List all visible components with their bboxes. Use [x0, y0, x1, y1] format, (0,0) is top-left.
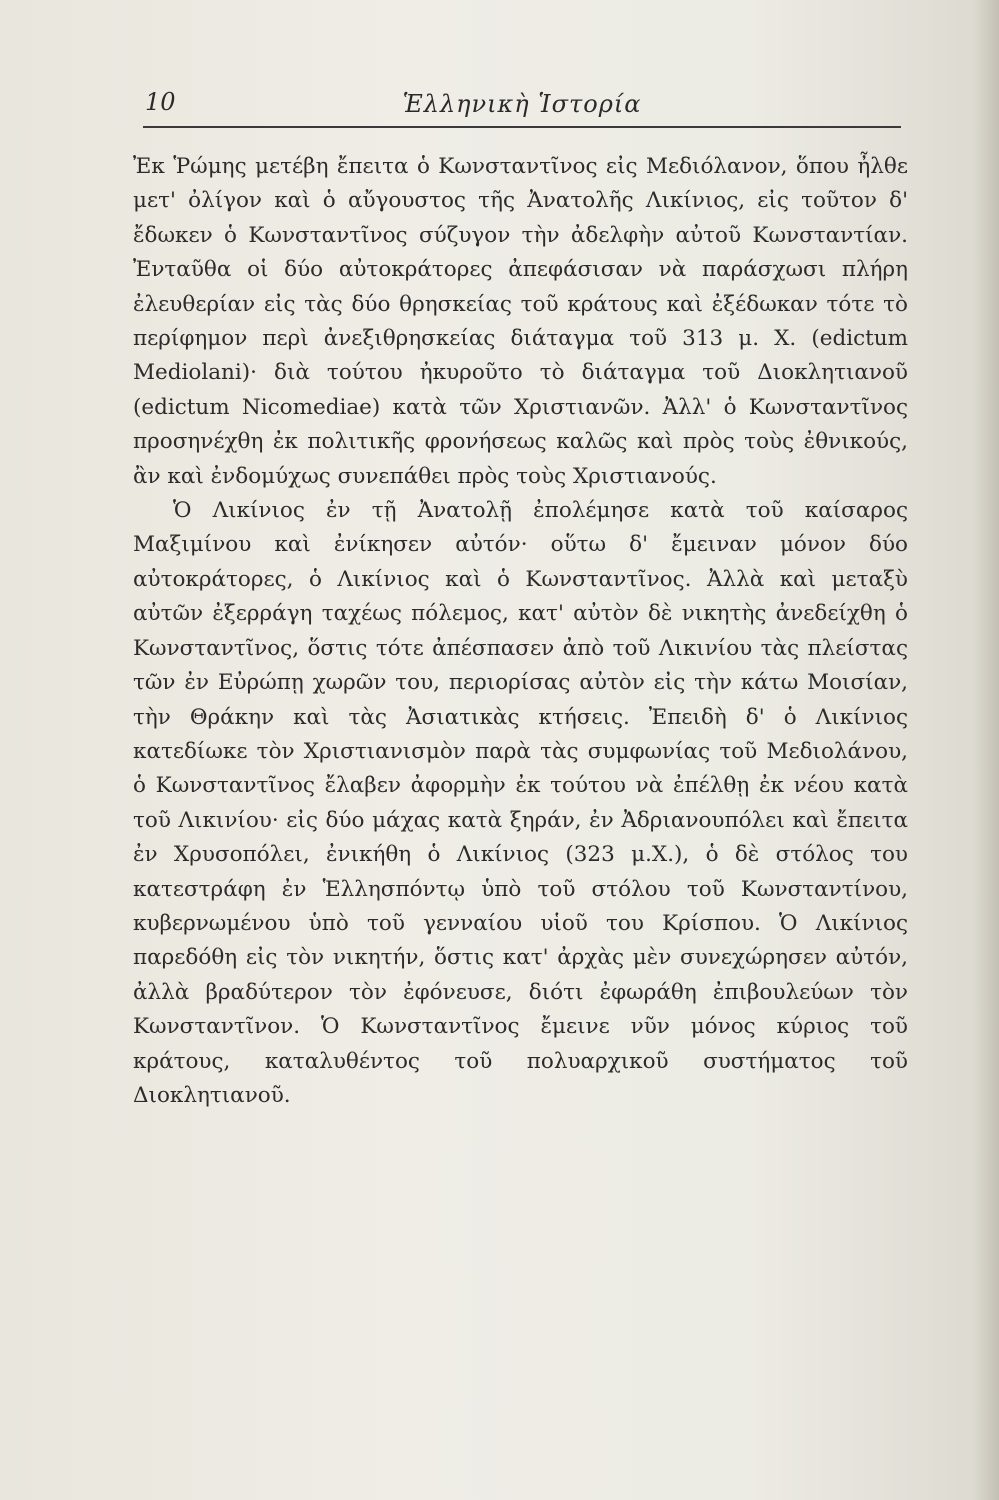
page-number: 10 [145, 88, 176, 116]
paragraph: Ὁ Λικίνιος ἐν τῇ Ἀνατολῇ ἐπολέμησε κατὰ τοῦ καίσαρος Μαξιμίνου καὶ ἐνίκησεν αὐτόν· οὕτω δ' ἔμειναν μόνον δύο αὐτοκράτορες, ὁ Λικίνιος καὶ ὁ Κωνσταντῖνος. Ἀλλὰ καὶ μεταξὺ αὐτῶν ἐξερράγη ταχέως πόλεμος, κατ' αὐτὸν δὲ νικητὴς ἀνεδείχθη ὁ Κωνσταντῖνος, ὅστις τότε ἀπέσπασεν ἀπὸ τοῦ Λικινίου τὰς πλείστας τῶν ἐν Εὐρώπῃ χωρῶν του, περιορίσας αὐτὸν εἰς τὴν κάτω Μοισίαν, τὴν Θράκην καὶ τὰς Ἀσιατικὰς κτήσεις. Ἐπειδὴ δ' ὁ Λικίνιος κατεδίωκε τὸν Χριστιανισμὸν παρὰ τὰς συμφωνίας τοῦ Μεδιολάνου, ὁ Κωνσταντῖνος ἔλαβεν ἀφορμὴν ἐκ τούτου νὰ ἐπέλθῃ ἐκ νέου κατὰ τοῦ Λικινίου· εἰς δύο μάχας κατὰ ξηράν, ἐν Ἀδριανουπόλει καὶ ἔπειτα ἐν Χρυσοπόλει, ἐνικήθη ὁ Λικίνιος (323 μ.Χ.), ὁ δὲ στόλος του κατεστράφη ἐν Ἑλλησπόντῳ ὑπὸ τοῦ στόλου τοῦ Κωνσταντίνου, κυβερνωμένου ὑπὸ τοῦ γενναίου υἱοῦ του Κρίσπου. Ὁ Λικίνιος παρεδόθη εἰς τὸν νικητήν, ὅστις κατ' ἀρχὰς μὲν συνεχώρησεν αὐτόν, ἀλλὰ βραδύτερον τὸν ἐφόνευσε, διότι ἐφωράθη ἐπιβουλεύων τὸν Κωνσταντῖνον. Ὁ Κωνσταντῖνος ἔμεινε νῦν μόνος κύριος τοῦ κράτους, καταλυθέντος τοῦ πολυαρχικοῦ συστήματος τοῦ Διοκλητιανοῦ. [133, 498, 908, 1108]
page-edge-shadow [973, 0, 999, 1500]
page-header [143, 86, 901, 126]
paragraph: Ἐκ Ῥώμης μετέβη ἔπειτα ὁ Κωνσταντῖνος εἰς Μεδιόλανον, ὅπου ἦλθε μετ' ὀλίγον καὶ ὁ αὔγουστος τῆς Ἀνατολῆς Λικίνιος, εἰς τοῦτον δ' ἔδωκεν ὁ Κωνσταντῖνος σύζυγον τὴν ἀδελφὴν αὐτοῦ Κωνσταντίαν. Ἐνταῦθα οἱ δύο αὐτοκράτορες ἀπεφάσισαν νὰ παράσχωσι πλήρη ἐλευθερίαν εἰς τὰς δύο θρησκείας τοῦ κράτους καὶ ἐξέδωκαν τότε τὸ περίφημον περὶ ἀνεξιθρησκείας διάταγμα τοῦ 313 μ. Χ. (edictum Mediolani)· διὰ τούτου ἠκυροῦτο τὸ διάταγμα τοῦ Διοκλητιανοῦ (edictum Nicomediae) κατὰ τῶν Χριστιανῶν. Ἀλλ' ὁ Κωνσταντῖνος προσηνέχθη ἐκ πολιτικῆς φρονήσεως καλῶς καὶ πρὸς τοὺς ἐθνικούς, ἂν καὶ ἐνδομύχως συνεπάθει πρὸς τοὺς Χριστιανούς. [133, 154, 908, 489]
header-rule [143, 126, 901, 128]
body-text [133, 150, 908, 1113]
running-title: Ἑλληνικὴ Ἱστορία [402, 90, 642, 118]
